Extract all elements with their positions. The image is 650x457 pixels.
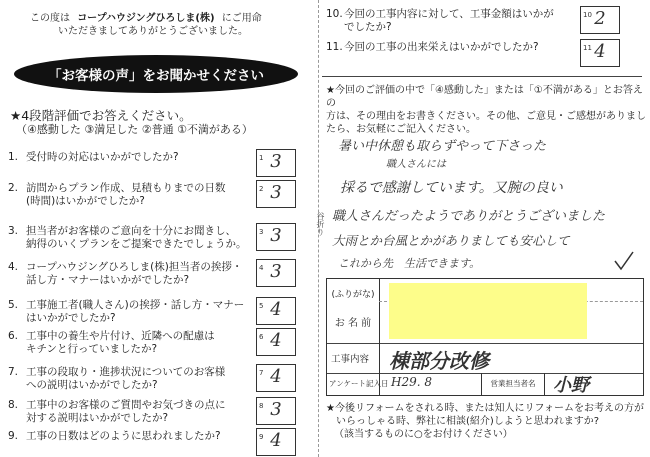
question-line: 納得のいくプランをご提案できたでしょうか。 [26,238,247,250]
instructions-title: ★4段階評価でお答えください。 [10,108,192,123]
banner-title: 「お客様の声」をお聞かせください [48,68,264,84]
answer-box[interactable] [256,297,296,325]
staff-label-cell [481,373,545,395]
form-row-divider [327,343,643,344]
answer-box-number: 7 [259,369,264,377]
staff-value: 小野 [553,375,589,396]
question-line: 工事中の養生や片付け、近隣への配慮は [26,330,215,342]
answer-value: 4 [270,430,282,451]
comment-line-2: 職人さんには [386,159,446,170]
answer-box-number: 10 [583,11,592,19]
answer-box[interactable] [256,259,296,287]
question-line: 工事の日数はどのように思われましたか? [26,430,221,442]
question-line: 工事の段取り・進捗状況についてのお客様 [26,366,226,378]
question-text [26,151,179,164]
question-text [26,261,242,287]
comment-line-1: 暑い中休憩も取らずやって下さった [338,139,547,154]
answer-box-number: 8 [259,402,264,410]
header-intro [30,12,320,38]
question-line: 訪問からプラン作成、見積もりまでの日数 [26,182,226,194]
question-line: 受付時の対応はいかがでしたか? [26,151,179,163]
question-number: 8. [8,399,19,411]
answer-value: 3 [270,399,282,420]
comment-prompt-line: たら、お気軽にご記入ください。 [326,124,476,135]
question-row [8,366,250,392]
question-text [344,8,554,34]
answer-value: 4 [270,366,282,387]
question-text [26,366,225,392]
question-row [8,330,250,356]
date-label-divider [379,373,380,395]
answer-box[interactable] [580,39,620,67]
name-label-cell [327,279,380,343]
comment-prompt-line: 方は、その理由をお書きください。その他、ご意見・ご感想がありまし [326,111,646,122]
question-line: 話し方・マナーはいかがでしたか? [26,274,190,286]
comment-prompt-line: ★今回のご評価の中で「④感動した」または「①不満がある」とお答えの [326,85,643,109]
question-row [8,151,250,164]
furigana-label: (ふりがな) [331,290,375,300]
question-number: 9. [8,430,19,442]
question-line: 工事中のお客様のご質問やお気づきの点に [26,399,226,411]
question-line: コープハウジングひろしま(株)担当者の挨拶・ [26,261,243,273]
question-row [8,299,250,325]
question-number: 5. [8,299,19,311]
question-number: 11. [326,41,343,53]
answer-box[interactable] [580,6,620,34]
answer-box-number: 4 [259,264,264,272]
name-field[interactable] [389,283,587,339]
work-value: 棟部分改修 [389,349,489,373]
question-text [26,330,215,356]
comment-area [326,125,644,275]
question-text [344,41,539,54]
answer-box-number: 5 [259,302,264,310]
header-thanks: いただきましてありがとうございました。 [58,26,248,37]
staff-label: 営業担当者名 [490,379,536,388]
referral-line: いらっしゃる時、弊社に相談(紹介)しようと思われますか? [336,416,600,427]
header-prefix: この度は [30,13,70,24]
answer-value: 3 [270,225,282,246]
question-line: への説明はいかがでしたか? [26,379,158,391]
answer-box-number: 3 [259,228,264,236]
question-line: 工事施工者(職人さん)の挨拶・話し方・マナー [26,299,245,311]
answer-value: 4 [594,41,606,62]
banner [14,55,298,93]
instructions-scale: （④感動した ③満足した ②普通 ①不満がある） [16,123,253,136]
question-number: 3. [8,225,19,237]
question-text [26,225,247,251]
question-number: 6. [8,330,19,342]
question-line: 対する説明はいかがでしたか? [26,412,169,424]
question-line: (時間)はいかがでしたか? [26,195,145,207]
answer-value: 2 [594,8,606,29]
question-number: 7. [8,366,19,378]
question-text [26,399,226,425]
question-text [26,299,244,325]
question-row [8,399,250,425]
check-mark-icon [612,249,636,273]
answer-box-number: 11 [583,44,592,52]
question-row [8,430,250,443]
answer-box[interactable] [256,223,296,251]
question-line: 今回の工事の出来栄えはいかがでしたか? [344,41,539,53]
answer-box[interactable] [256,180,296,208]
answer-box-number: 2 [259,185,264,193]
name-label: お 名 前 [334,318,372,329]
question-text [26,182,226,208]
question-line: でしたか? [344,21,392,33]
answer-box[interactable] [256,149,296,177]
answer-value: 4 [270,299,282,320]
answer-value: 3 [270,261,282,282]
question-row [326,41,574,54]
question-number: 10. [326,8,343,20]
question-line: はいかがでしたか? [26,312,116,324]
question-number: 2. [8,182,19,194]
instructions [10,108,310,137]
answer-value: 4 [270,330,282,351]
question-text [26,430,221,443]
comment-line-5: 大雨とか台風とかがありましても安心して [332,233,570,248]
question-row [326,8,574,34]
work-label: 工事内容 [331,354,370,365]
question-number: 4. [8,261,19,273]
fold-label: 谷折り [316,212,325,236]
referral-question [326,402,646,441]
question-row [8,225,250,251]
question-row [8,182,250,208]
answer-box[interactable] [256,397,296,425]
customer-form [326,278,644,396]
date-value: H29. 8 [391,375,432,389]
divider [322,76,642,77]
question-number: 1. [8,151,19,163]
question-row [8,261,250,287]
comment-line-3: 採るで感謝しています。又腕の良い [340,180,563,196]
header-suffix: にご用命 [221,13,262,24]
comment-line-4: 職人さんだったようでありがとうございました [332,209,606,224]
answer-value: 3 [270,151,282,172]
referral-line: ★今後リフォームをされる時、または知人にリフォームをお考えの方が [326,403,644,414]
comment-line-6: これから先 生活できます。 [338,257,481,270]
answer-box[interactable] [256,328,296,356]
question-line: キチンと行っていましたか? [26,343,158,355]
answer-box-number: 9 [259,433,264,441]
work-label-divider [379,343,380,373]
question-line: 担当者がお客様のご意向を十分にお聞きし、 [26,225,236,237]
answer-box-number: 6 [259,333,264,341]
date-label: アンケート記入日 [329,379,389,388]
answer-box[interactable] [256,428,296,456]
company-name: コープハウジングひろしま(株) [77,13,215,24]
referral-line: （該当するものに○をお付けください） [334,429,513,440]
question-line: 今回の工事内容に対して、工事金額はいかが [344,8,554,20]
answer-box-number: 1 [259,154,264,162]
answer-box[interactable] [256,364,296,392]
answer-value: 3 [270,182,282,203]
